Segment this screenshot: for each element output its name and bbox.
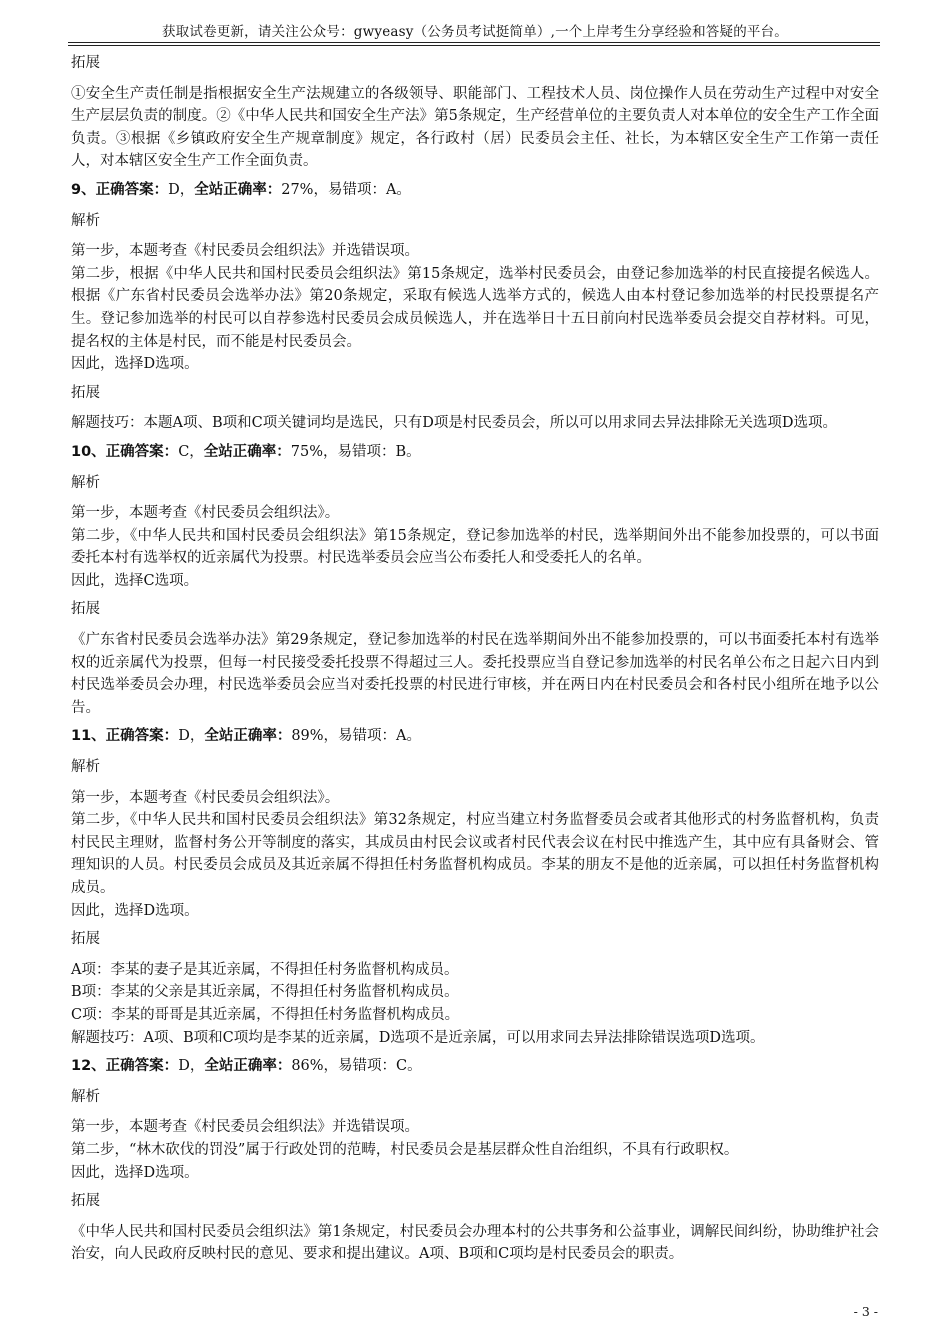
analysis-line: 因此，选择D选项。 (71, 356, 199, 373)
analysis-line: 第二步，《中华人民共和国村民委员会组织法》第15条规定，登记参加选举的村民，选举期间外出不能参加投票的，可以书面委托本村有选举权的近亲属代为投票。村民选举委员会应当公布委托人和受委托人的名单。 (71, 527, 879, 567)
document-body (71, 52, 879, 1272)
analysis-paragraph (71, 502, 879, 592)
header-rule (68, 42, 880, 43)
analysis-line: 因此，选择C选项。 (71, 572, 199, 589)
analysis-line: 第二步，“林木砍伐的罚没”属于行政处罚的范畴，村民委员会是基层群众性自治组织，不具有行政职权。 (71, 1141, 739, 1158)
analysis-label: 解析 (71, 1088, 100, 1105)
answer-label: 9、正确答案： (71, 181, 169, 198)
page-number: - 3 - (853, 1304, 878, 1319)
accuracy-value: 27%，易错项：A。 (281, 181, 411, 198)
accuracy-label: 全站正确率： (194, 181, 282, 198)
extension-label: 拓展 (71, 384, 100, 401)
page-header: 获取试卷更新，请关注公众号：gwyeasy（公务员考试挺简单）,一个上岸考生分享经验和答疑的平台。 (161, 24, 788, 40)
extension-line: A项：李某的妻子是其近亲属，不得担任村务监督机构成员。 (71, 961, 459, 978)
analysis-paragraph (71, 1116, 879, 1184)
answer-value: D， (178, 1058, 205, 1075)
analysis-paragraph (71, 240, 879, 376)
accuracy-label: 全站正确率： (204, 1058, 292, 1075)
extension-paragraph (71, 1221, 879, 1266)
accuracy-value: 75%，易错项：B。 (290, 443, 421, 460)
analysis-line: 第一步，本题考查《村民委员会组织法》。 (71, 505, 340, 522)
question-11-block (71, 725, 879, 1049)
top-extension-section (71, 52, 879, 173)
extension-line: B项：李某的父亲是其近亲属，不得担任村务监督机构成员。 (71, 984, 459, 1001)
accuracy-label: 全站正确率： (203, 443, 291, 460)
answer-label: 12、正确答案： (71, 1058, 179, 1075)
analysis-line: 因此，选择D选项。 (71, 1164, 199, 1181)
extension-line: 解题技巧：A项、B项和C项均是李某的近亲属，D选项不是近亲属，可以用求同去异法排除错误选项D选项。 (71, 1029, 765, 1046)
extension-line: C项：李某的哥哥是其近亲属，不得担任村务监督机构成员。 (71, 1006, 460, 1023)
extension-paragraph (71, 959, 879, 1049)
answer-line (71, 1055, 879, 1078)
paragraph-text: ①安全生产责任制是指根据安全生产法规建立的各级领导、职能部门、工程技术人员、岗位操作人员在劳动生产过程中对安全生产层层负责的制度。②《中华人民共和国安全生产法》第5条规定，生产经营单位的主要负责人对本单位的安全生产工作全面负责。③根据《乡镇政府安全生产规章制度》规定，各行政村（居）民委员会主任、社长，为本辖区安全生产工作第一责任人，对本辖区安全生产工作全面负责。 (71, 85, 879, 170)
answer-line (71, 179, 879, 202)
analysis-line: 第一步，本题考查《村民委员会组织法》并选错误项。 (71, 1119, 419, 1136)
extension-paragraph (71, 412, 879, 435)
analysis-line: 第二步，根据《中华人民共和国村民委员会组织法》第15条规定，选举村民委员会，由登记参加选举的村民直接提名候选人。根据《广东省村民委员会选举办法》第20条规定，采取有候选人选举方式的，候选人由本村登记参加选举的村民投票提名产生。登记参加选举的村民可以自荐参选村民委员会成员候选人，并在选举日十五日前向村民选举委员会提交自荐材料。可见，提名权的主体是村民，而不能是村民委员会。 (71, 265, 879, 350)
extension-label: 拓展 (71, 1193, 100, 1210)
answer-label: 10、正确答案： (71, 443, 179, 460)
answer-line (71, 725, 879, 748)
question-9-block (71, 179, 879, 435)
answer-line (71, 441, 879, 464)
analysis-line: 第二步，《中华人民共和国村民委员会组织法》第32条规定，村应当建立村务监督委员会或者其他形式的村务监督机构，负责村民民主理财，监督村务公开等制度的落实，其成员由村民会议或者村民代表会议在村民中推选产生，其中应有具备财会、管理知识的人员。村民委员会成员及其近亲属不得担任村务监督机构成员。李某的朋友不是他的近亲属，可以担任村务监督机构成员。 (71, 812, 879, 896)
extension-line: 解题技巧：本题A项、B项和C项关键词均是选民，只有D项是村民委员会，所以可以用求同去异法排除无关选项D选项。 (71, 415, 837, 432)
analysis-label: 解析 (71, 474, 100, 491)
question-list (71, 179, 879, 1266)
question-12-block (71, 1055, 879, 1266)
extension-label: 拓展 (71, 601, 100, 618)
answer-label: 11、正确答案： (71, 728, 179, 745)
extension-label: 拓展 (71, 931, 100, 948)
extension-line: 《广东省村民委员会选举办法》第29条规定，登记参加选举的村民在选举期间外出不能参加投票的，可以书面委托本村有选举权的近亲属代为投票，但每一村民接受委托投票不得超过三人。委托投票应当自登记参加选举的村民名单公布之日起六日内到村民选举委员会办理，村民选举委员会应当对委托投票的村民进行审核，并在两日内在村民委员会和各村民小组所在地予以公告。 (71, 632, 879, 716)
extension-line: 《中华人民共和国村民委员会组织法》第1条规定，村民委员会办理本村的公共事务和公益事业，调解民间纠纷，协助维护社会治安，向人民政府反映村民的意见、要求和提出建议。A项、B项和C项均是村民委员会的职责。 (71, 1223, 879, 1263)
extension-paragraph (71, 83, 879, 173)
accuracy-value: 89%，易错项：A。 (291, 728, 422, 745)
analysis-line: 第一步，本题考查《村民委员会组织法》。 (71, 789, 340, 806)
answer-value: D， (178, 728, 205, 745)
analysis-paragraph (71, 787, 879, 923)
header-rule-thin (68, 45, 880, 46)
analysis-line: 第一步，本题考查《村民委员会组织法》并选错误项。 (71, 243, 419, 260)
analysis-label: 解析 (71, 212, 100, 229)
question-10-block (71, 441, 879, 720)
accuracy-label: 全站正确率： (204, 728, 292, 745)
answer-value: D， (168, 181, 195, 198)
extension-paragraph (71, 629, 879, 719)
answer-value: C， (178, 443, 204, 460)
accuracy-value: 86%，易错项：C。 (291, 1058, 422, 1075)
section-label: 拓展 (71, 55, 100, 71)
analysis-line: 因此，选择D选项。 (71, 902, 199, 919)
analysis-label: 解析 (71, 759, 100, 776)
